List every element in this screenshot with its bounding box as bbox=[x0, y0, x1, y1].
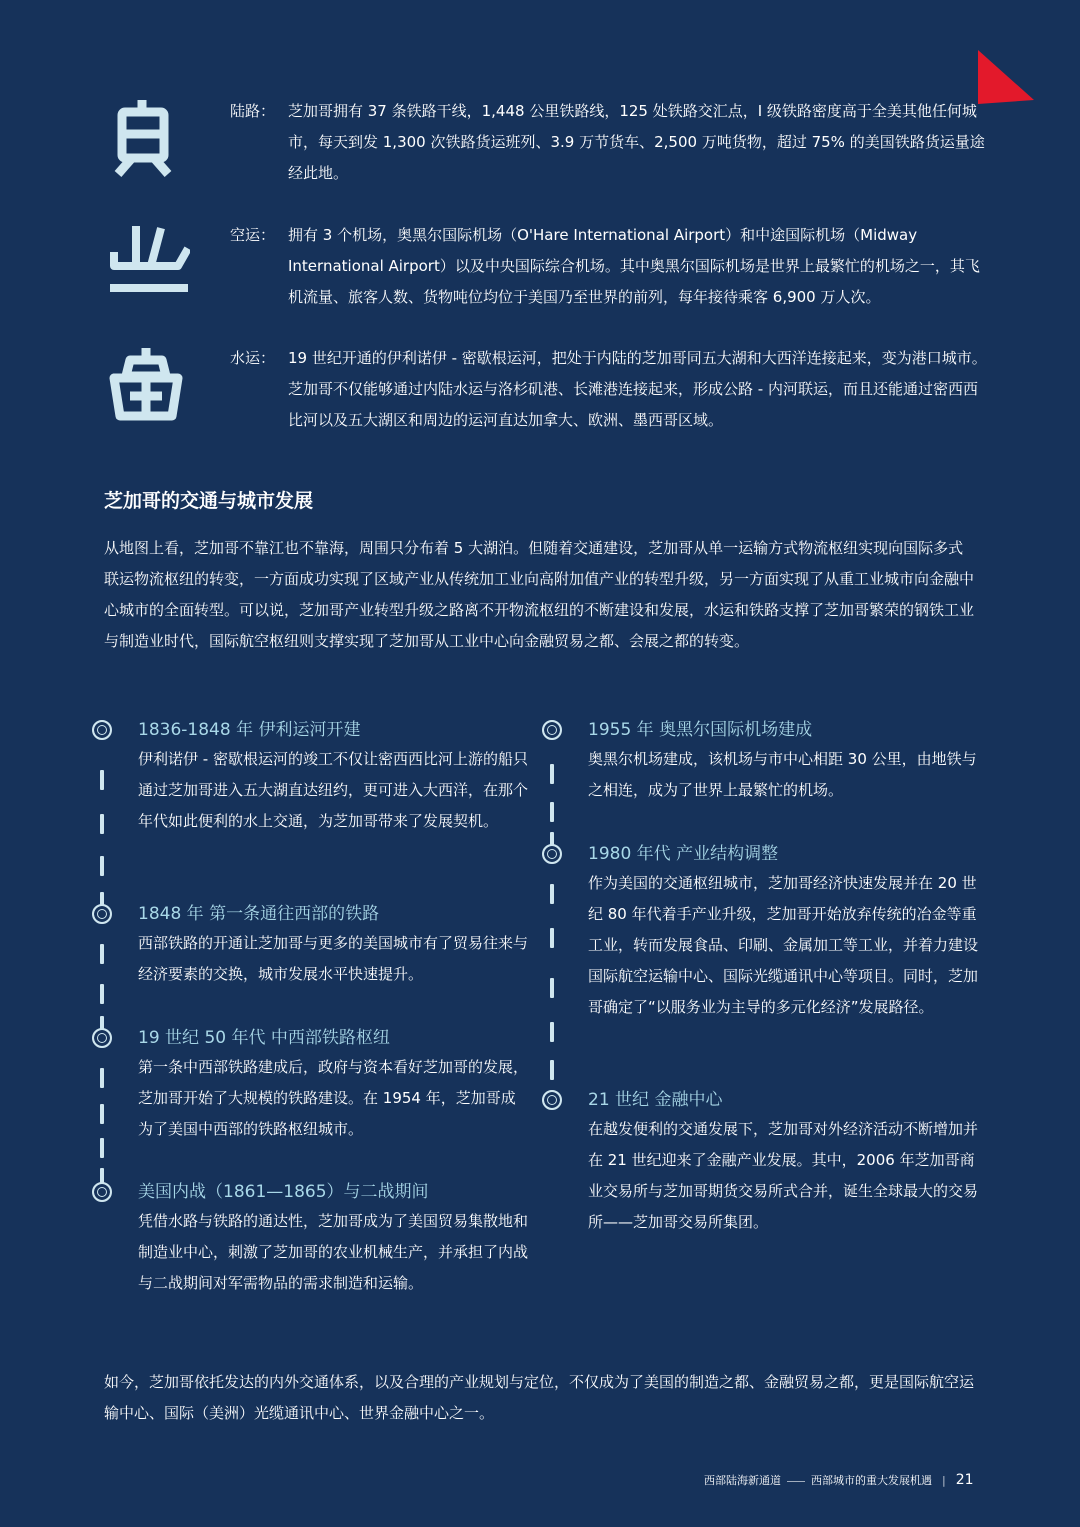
timeline-desc: 作为美国的交通枢纽城市，芝加哥经济快速发展并在 20 世纪 80 年代着手产业升级，芝加哥开始放弃传统的冶金等重工业，转而发展食品、印刷、金属加工等工业，并着力建设国际航空运输中心、国际光缆通讯中心等项目。同时，芝加哥确定了“以服务业为主导的多元化经济”发展路径。 bbox=[588, 874, 979, 1016]
mode-text: 芝加哥拥有 37 条铁路干线，1,448 公里铁路线，125 处铁路交汇点，I 级铁路密度高于全美其他任何城市，每天到发 1,300 次铁路货运班列、3.9 万节货车、2,500 万吨货物，超过 75% 的美国铁路货运量途经此地。 bbox=[288, 102, 985, 182]
mode-text: 19 世纪开通的伊利诺伊 - 密歇根运河，把处于内陆的芝加哥同五大湖和大西洋连接起来，变为港口城市。芝加哥不仅能够通过内陆水运与洛杉矶港、长滩港连接起来，形成公路 - 内河联运，而且还能通过密西西比河以及五大湖区和周边的运河直达加拿大、欧洲、墨西哥区域。 bbox=[288, 349, 987, 429]
timeline-dot bbox=[92, 720, 112, 740]
section-title: 芝加哥的交通与城市发展 bbox=[104, 490, 314, 512]
timeline-dash bbox=[100, 814, 104, 834]
timeline-dash bbox=[550, 764, 554, 784]
timeline-dash bbox=[100, 856, 104, 876]
timeline-dot bbox=[92, 1182, 112, 1202]
timeline-dot bbox=[542, 1090, 562, 1110]
page-number: 21 bbox=[955, 1472, 974, 1488]
mode-label: 陆路： bbox=[230, 102, 276, 120]
mode-label: 水运： bbox=[230, 349, 276, 367]
timeline-title: 1955 年 奥黑尔国际机场建成 bbox=[588, 720, 813, 740]
timeline-desc: 西部铁路的开通让芝加哥与更多的美国城市有了贸易往来与经济要素的交换，城市发展水平快速提升。 bbox=[138, 934, 529, 983]
timeline-dot bbox=[542, 844, 562, 864]
timeline-desc: 奥黑尔机场建成，该机场与市中心相距 30 公里，由地铁与之相连，成为了世界上最繁忙的机场。 bbox=[588, 750, 977, 799]
mode-air bbox=[230, 220, 990, 313]
mode-rail bbox=[230, 96, 990, 189]
ship-icon bbox=[108, 346, 184, 422]
timeline-item bbox=[138, 900, 528, 990]
timeline-desc: 伊利诺伊 - 密歇根运河的竣工不仅让密西西比河上游的船只通过芝加哥进入五大湖直达纽约，更可进入大西洋，在那个年代如此便利的水上交通，为芝加哥带来了发展契机。 bbox=[138, 750, 529, 830]
timeline-title: 21 世纪 金融中心 bbox=[588, 1090, 723, 1110]
footer-subtitle: 西部城市的重大发展机遇 bbox=[811, 1474, 932, 1487]
timeline-dash bbox=[100, 1138, 104, 1158]
timeline-item bbox=[138, 1024, 528, 1145]
timeline-dash bbox=[550, 1022, 554, 1042]
timeline-dash bbox=[100, 984, 104, 1004]
closing-paragraph: 如今，芝加哥依托发达的内外交通体系，以及合理的产业规划与定位，不仅成为了美国的制造之都、金融贸易之都，更是国际航空运输中心、国际（美洲）光缆通讯中心、世界金融中心之一。 bbox=[104, 1373, 975, 1422]
timeline-item bbox=[588, 716, 980, 806]
timeline-item bbox=[138, 1178, 533, 1299]
timeline-title: 1836-1848 年 伊利运河开建 bbox=[138, 720, 361, 740]
footer-title: 西部陆海新通道 bbox=[704, 1474, 781, 1487]
mode-text: 拥有 3 个机场，奥黑尔国际机场（O'Hare International Airport）和中途国际机场（Midway International Airport）以及中央国际综合机场。其中奥黑尔国际机场是世界上最繁忙的机场之一，其飞机流量、旅客人数、货物吨位均位于美国乃至世界的前列，每年接待乘客 6,900 万人次。 bbox=[288, 226, 980, 306]
timeline-dot bbox=[92, 1028, 112, 1048]
footer-divider: | bbox=[942, 1474, 946, 1487]
timeline-dash bbox=[100, 770, 104, 790]
mode-water bbox=[230, 343, 990, 436]
timeline-title: 1848 年 第一条通往西部的铁路 bbox=[138, 904, 380, 924]
timeline-dash bbox=[550, 928, 554, 948]
timeline-title: 美国内战（1861—1865）与二战期间 bbox=[138, 1182, 429, 1202]
footer-separator-line bbox=[787, 1481, 805, 1482]
intro-paragraph: 从地图上看，芝加哥不靠江也不靠海，周围只分布着 5 大湖泊。但随着交通建设，芝加哥从单一运输方式物流枢纽实现向国际多式联运物流枢纽的转变，一方面成功实现了区域产业从传统加工业向高附加值产业的转型升级，另一方面实现了从重工业城市向金融中心城市的全面转型。可以说，芝加哥产业转型升级之路离不开物流枢纽的不断建设和发展，水运和铁路支撑了芝加哥繁荣的钢铁工业与制造业时代，国际航空枢纽则支撑实现了芝加哥从工业中心向金融贸易之都、会展之都的转变。 bbox=[104, 539, 975, 650]
timeline-dash bbox=[550, 802, 554, 822]
timeline-item bbox=[138, 716, 528, 837]
timeline-dash bbox=[550, 978, 554, 998]
timeline-dash bbox=[100, 1104, 104, 1124]
train-icon bbox=[108, 96, 178, 178]
page-footer bbox=[704, 1472, 984, 1488]
timeline-title: 19 世纪 50 年代 中西部铁路枢纽 bbox=[138, 1028, 390, 1048]
timeline-title: 1980 年代 产业结构调整 bbox=[588, 844, 779, 864]
timeline-dot bbox=[542, 720, 562, 740]
airplane-icon bbox=[108, 226, 190, 296]
timeline-desc: 在越发便利的交通发展下，芝加哥对外经济活动不断增加并在 21 世纪迎来了金融产业发展。其中，2006 年芝加哥商业交易所与芝加哥期货交易所式合并，诞生全球最大的交易所——芝加哥交易所集团。 bbox=[588, 1120, 979, 1231]
mode-label: 空运： bbox=[230, 226, 276, 244]
timeline-desc: 凭借水路与铁路的通达性，芝加哥成为了美国贸易集散地和制造业中心，刺激了芝加哥的农业机械生产，并承担了内战与二战期间对军需物品的需求制造和运输。 bbox=[138, 1212, 529, 1292]
timeline-item bbox=[588, 1086, 980, 1238]
timeline-dash bbox=[550, 884, 554, 904]
timeline-dash bbox=[550, 1060, 554, 1080]
timeline-dash bbox=[100, 1068, 104, 1088]
timeline-item bbox=[588, 840, 980, 1023]
timeline-desc: 第一条中西部铁路建成后，政府与资本看好芝加哥的发展，芝加哥开始了大规模的铁路建设。在 1954 年，芝加哥成为了美国中西部的铁路枢纽城市。 bbox=[138, 1058, 529, 1138]
timeline-dot bbox=[92, 904, 112, 924]
timeline-dash bbox=[100, 944, 104, 964]
